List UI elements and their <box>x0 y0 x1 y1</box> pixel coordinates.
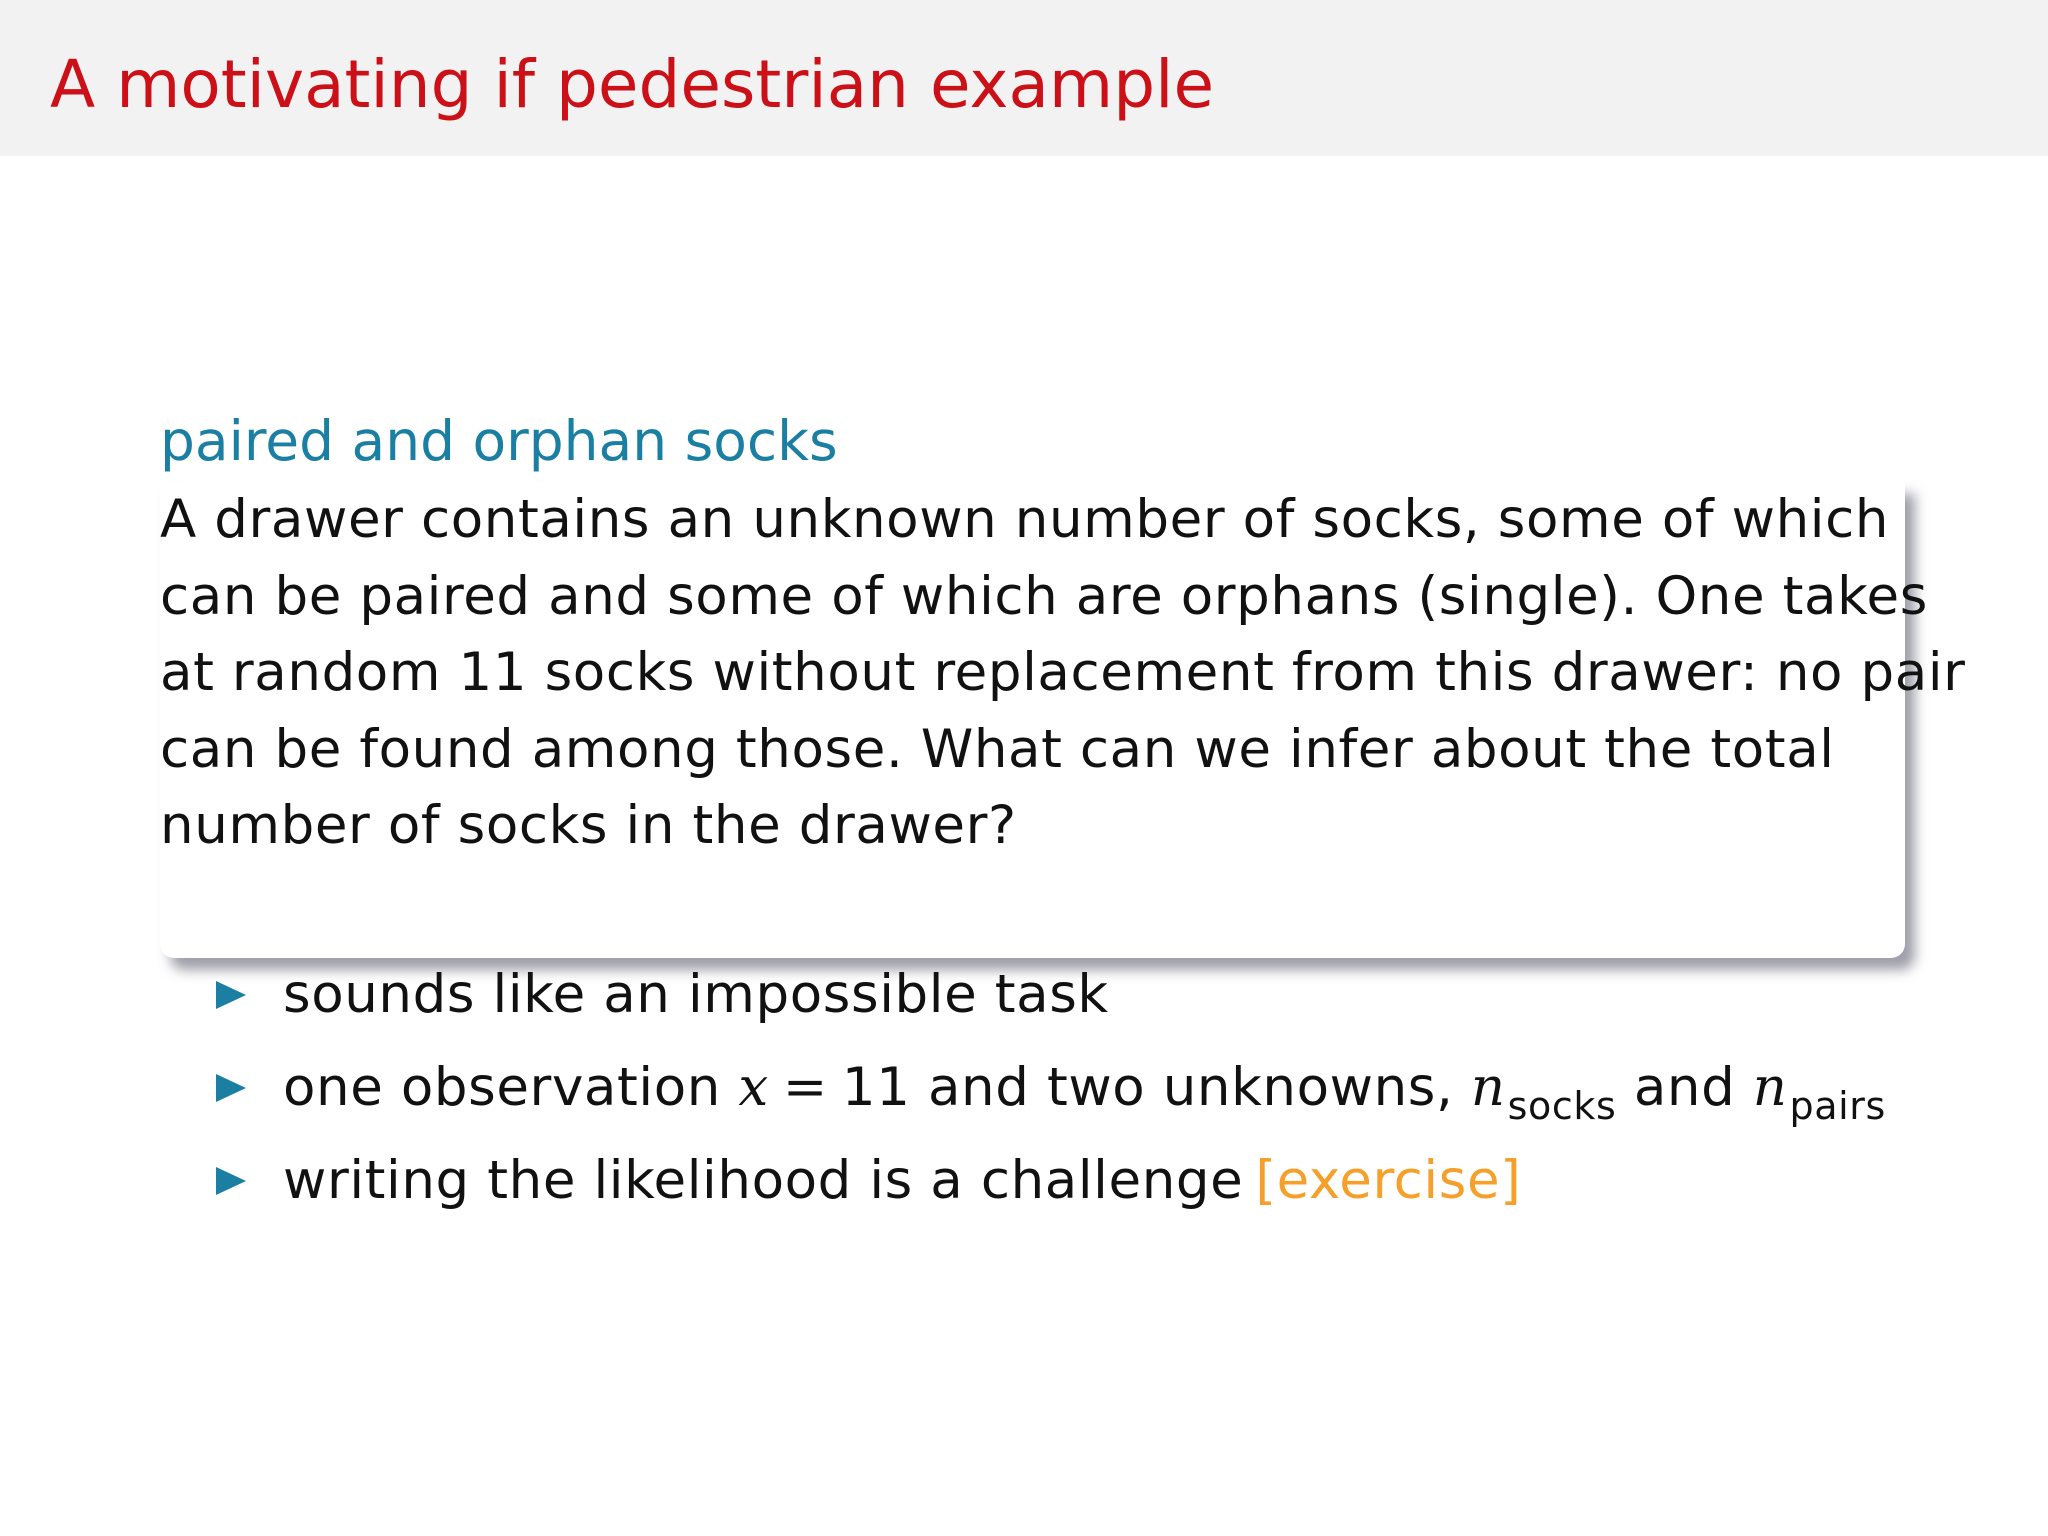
math-variable-n-socks: n <box>1470 1057 1506 1118</box>
math-variable-n-pairs: n <box>1752 1057 1788 1118</box>
bullet-text <box>283 1041 1886 1139</box>
triangle-right-icon <box>216 1167 246 1195</box>
block-body <box>160 482 1966 958</box>
block-line: at random 11 socks without replacement from this drawer: no pair <box>160 642 1966 703</box>
triangle-right-icon <box>216 981 246 1009</box>
slide-title: A motivating if pedestrian example <box>50 46 1215 123</box>
math-value: 11 <box>841 1057 911 1118</box>
math-equals: = <box>782 1057 828 1118</box>
title-bar <box>0 0 2048 156</box>
math-variable-x: x <box>738 1057 769 1118</box>
subscript-socks: socks <box>1507 1084 1617 1128</box>
triangle-right-icon <box>216 1074 246 1102</box>
bullet-and-word: and <box>1633 1057 1736 1118</box>
block-title: paired and orphan socks <box>160 409 838 473</box>
block-line: can be paired and some of which are orphans (single). One takes <box>160 565 1928 627</box>
block-line: number of socks in the drawer? <box>160 795 1017 856</box>
bullet-text-main: writing the likelihood is a challenge <box>283 1150 1244 1211</box>
exercise-link[interactable]: [exercise] <box>1255 1150 1522 1211</box>
bullet-middle-text: and two unknowns, <box>927 1057 1454 1118</box>
bullet-prefix: one observation <box>283 1057 721 1118</box>
subscript-pairs: pairs <box>1789 1084 1886 1128</box>
block-line: can be found among those. What can we infer about the total <box>160 718 1835 780</box>
bullet-text: sounds like an impossible task <box>283 964 1109 1025</box>
example-block <box>160 400 1966 958</box>
block-line: A drawer contains an unknown number of socks, some of which <box>160 489 1890 550</box>
bullet-text <box>283 1134 1521 1227</box>
